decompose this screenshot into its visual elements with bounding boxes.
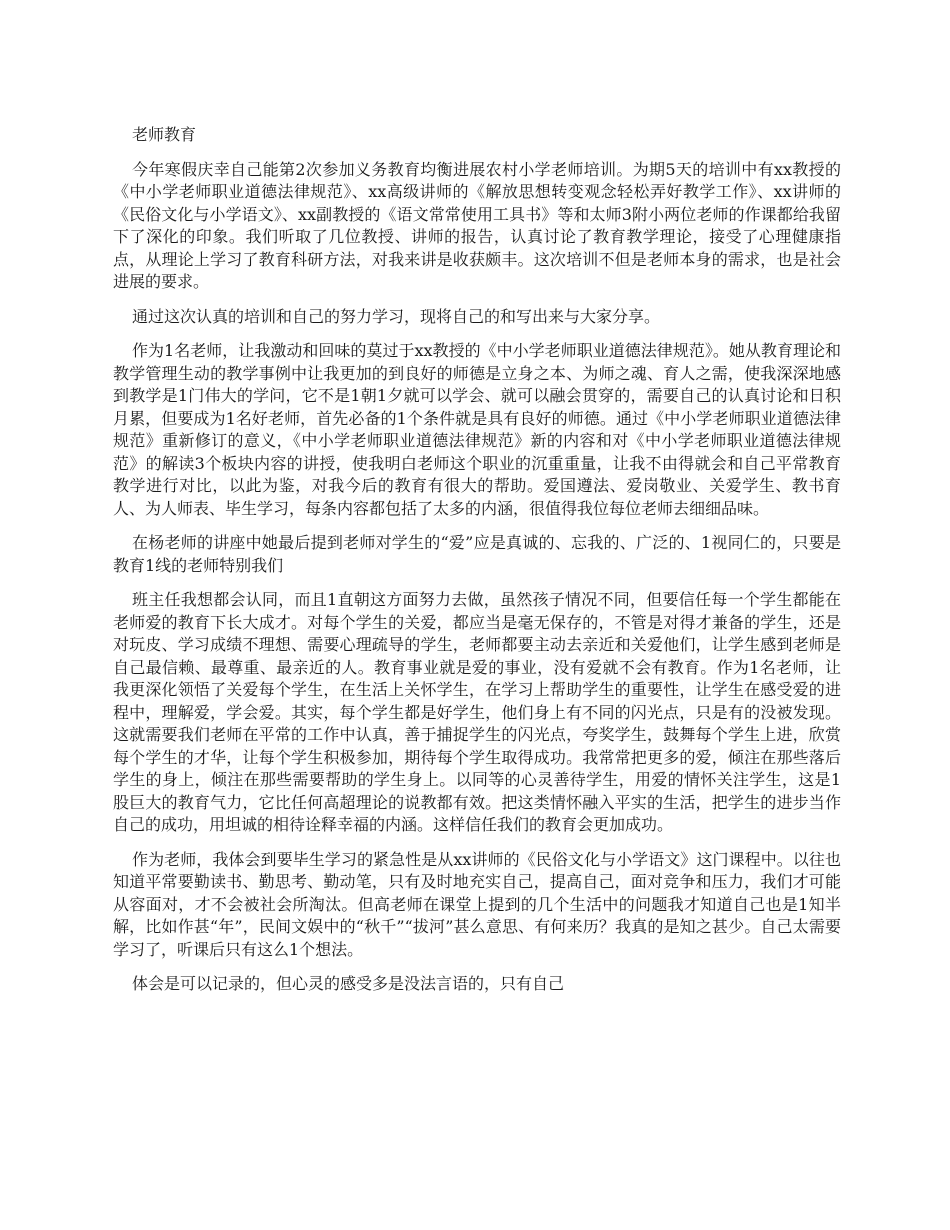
document-body [113, 124, 841, 1008]
paragraph-5: 班主任我想都会认同，而且1直朝这方面努力去做，虽然孩子情况不同，但要信任每一个学生都能在老师爱的教育下长大成才。对每个学生的关爱，都应当是毫无保存的，不管是对得才兼备的学生，还是对玩皮、学习成绩不理想、需要心理疏导的学生，老师都要主动去亲近和关爱他们，让学生感到老师是自己最信赖、最尊重、最亲近的人。教育事业就是爱的事业，没有爱就不会有教育。作为1名老师，让我更深化领悟了关爱每个学生，在生活上关怀学生，在学习上帮助学生的重要性，让学生在感受爱的进程中，理解爱，学会爱。其实，每个学生都是好学生，他们身上有不同的闪光点，只是有的没被发现。这就需要我们老师在平常的工作中认真，善于捕捉学生的闪光点，夸奖学生，鼓舞每个学生上进，欣赏每个学生的才华，让每个学生积极参加，期待每个学生取得成功。我常常把更多的爱，倾注在那些落后学生的身上，倾注在那些需要帮助的学生身上。以同等的心灵善待学生，用爱的情怀关注学生，这是1股巨大的教育气力，它比任何高超理论的说教都有效。把这类情怀融入平实的生活，把学生的进步当作自己的成功，用坦诚的相待诠释幸福的内涵。这样信任我们的教育会更加成功。 [113, 590, 841, 834]
paragraph-1: 今年寒假庆幸自己能第2次参加义务教育均衡进展农村小学老师培训。为期5天的培训中有xx教授的《中小学老师职业道德法律规范》、xx高级讲师的《解放思想转变观念轻松弄好教学工作》、xx讲师的《民俗文化与小学语文》、xx副教授的《语文常常使用工具书》等和太师3附小两位老师的作课都给我留下了深化的印象。我们听取了几位教授、讲师的报告，认真讨论了教育教学理论，接受了心理健康指点，从理论上学习了教育科研方法，对我来讲是收获颇丰。这次培训不但是老师本身的需求，也是社会进展的要求。 [113, 159, 841, 291]
document-title: 老师教育 [132, 125, 197, 144]
paragraph-6: 作为老师，我体会到要毕生学习的紧急性是从xx讲师的《民俗文化与小学语文》这门课程中。以往也知道平常要勤读书、勤思考、勤动笔，只有及时地充实自己，提高自己，面对竞争和压力，我们才可能从容面对，才不会被社会所淘汰。但高老师在课堂上提到的几个生活中的问题我才知道自己也是1知半解，比如作甚“年”，民间文娱中的“秋千”“拔河”甚么意思、有何来历？我真的是知之甚少。自己太需要学习了，听课后只有这么1个想法。 [113, 849, 841, 959]
paragraph-2: 通过这次认真的培训和自己的努力学习，现将自己的和写出来与大家分享。 [132, 306, 661, 326]
paragraph-3: 作为1名老师，让我激动和回味的莫过于xx教授的《中小学老师职业道德法律规范》。她从教育理论和教学管理生动的教学事例中让我更加的到良好的师德是立身之本、为师之魂、育人之需，使我深深地感到教学是1门伟大的学问，它不是1朝1夕就可以学会、就可以融会贯穿的，需要自己的认真讨论和日积月累，但要成为1名好老师，首先必备的1个条件就是具有良好的师德。通过《中小学老师职业道德法律规范》重新修订的意义，《中小学老师职业道德法律规范》新的内容和对《中小学老师职业道德法律规范》的解读3个板块内容的讲授，使我明白老师这个职业的沉重重量，让我不由得就会和自己平常教育教学进行对比，以此为鉴，对我今后的教育有很大的帮助。爱国遵法、爱岗敬业、关爱学生、教书育人、为人师表、毕生学习，每条内容都包括了太多的内涵，很值得我位每位老师去细细品味。 [113, 341, 841, 518]
paragraph-7: 体会是可以记录的，但心灵的感受多是没法言语的，只有自己 [132, 974, 565, 993]
paragraph-4: 在杨老师的讲座中她最后提到老师对学生的“爱”应是真诚的、忘我的、广泛的、1视同仁的，只要是教育1线的老师特别我们 [113, 533, 841, 575]
